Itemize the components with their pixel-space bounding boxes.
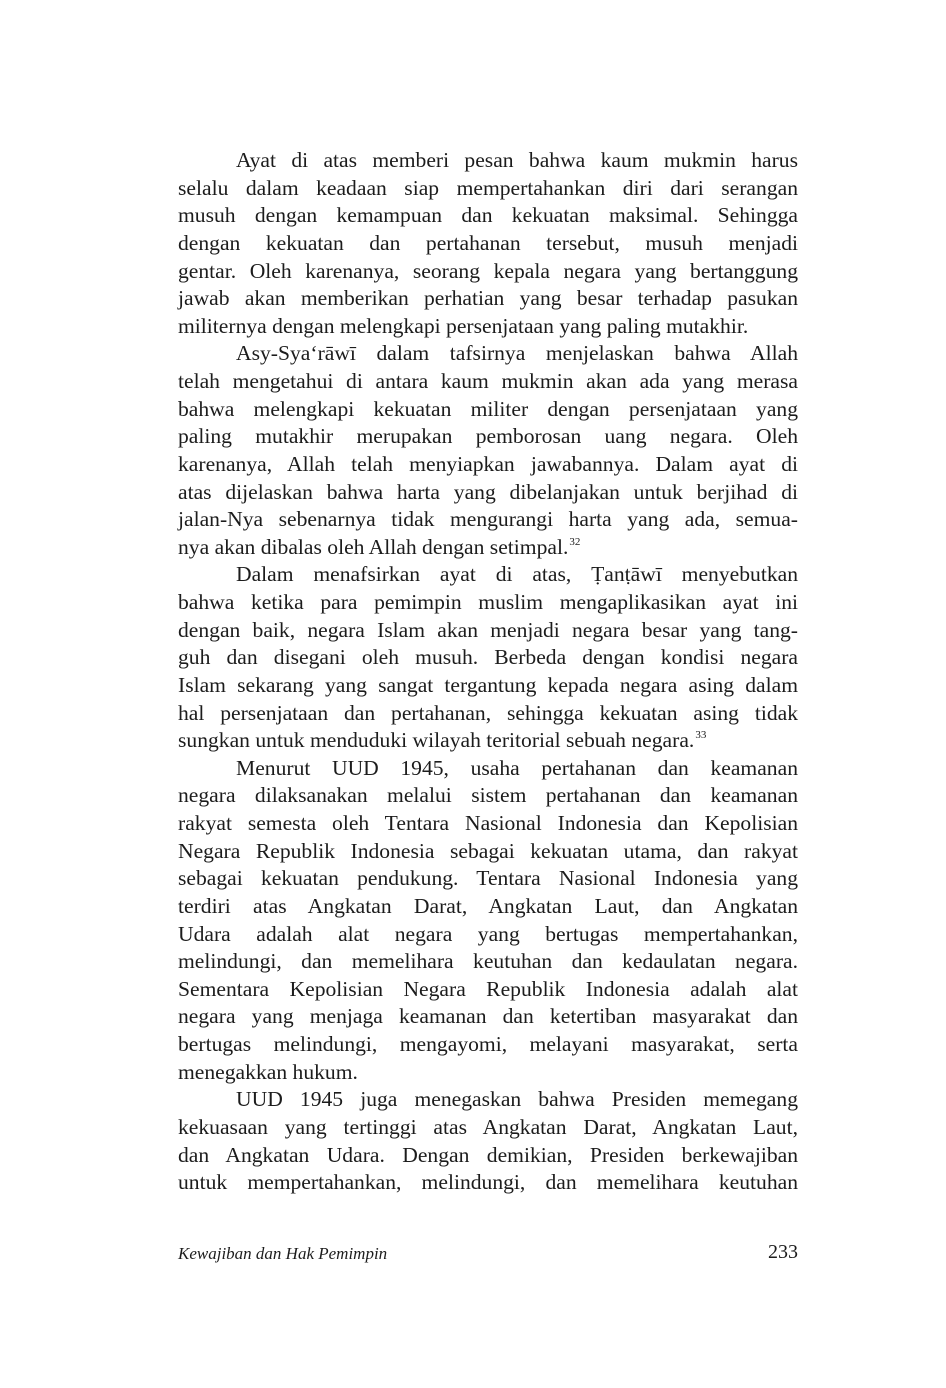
line-text: negara yang menjaga keamanan dan ketertiban masyarakat dan — [178, 1004, 798, 1029]
line-text: Sementara Kepolisian Negara Republik Indonesia adalah alat — [178, 976, 798, 1001]
line-text: menegakkan hukum. — [178, 1059, 358, 1084]
text-line — [178, 1059, 798, 1087]
text-line — [178, 617, 798, 645]
line-text: sebagai kekuatan pendukung. Tentara Nasional Indonesia yang — [178, 866, 798, 891]
text-line — [178, 810, 798, 838]
text-line — [178, 451, 798, 479]
text-line — [178, 589, 798, 617]
text-line — [178, 479, 798, 507]
text-line — [178, 534, 798, 562]
text-line — [178, 1086, 798, 1114]
line-text: guh dan disegani oleh musuh. Berbeda dengan kondisi negara — [178, 645, 798, 670]
text-line — [178, 727, 798, 755]
line-text: musuh dengan kemampuan dan kekuatan maksimal. Sehingga — [178, 203, 798, 228]
line-text: dengan baik, negara Islam akan menjadi negara besar yang tang- — [178, 617, 798, 642]
line-text: gentar. Oleh karenanya, seorang kepala negara yang bertanggung — [178, 258, 798, 283]
text-line — [178, 561, 798, 589]
line-text: melindungi, dan memelihara keutuhan dan kedaulatan negara. — [178, 949, 798, 974]
line-text: UUD 1945 juga menegaskan bahwa Presiden memegang — [236, 1087, 798, 1112]
text-line — [178, 202, 798, 230]
text-line — [178, 1003, 798, 1031]
paragraph — [178, 147, 798, 340]
text-line — [178, 1031, 798, 1059]
line-text: bertugas melindungi, mengayomi, melayani masyarakat, serta — [178, 1032, 798, 1056]
line-text: untuk mempertahankan, melindungi, dan memelihara keutuhan — [178, 1170, 798, 1195]
text-line — [178, 782, 798, 810]
text-line — [178, 700, 798, 728]
paragraph — [178, 755, 798, 1087]
line-text: kekuasaan yang tertinggi atas Angkatan Darat, Angkatan Laut, — [178, 1114, 798, 1139]
text-line — [178, 423, 798, 451]
line-text: paling mutakhir merupakan pemborosan uang negara. Oleh — [178, 424, 798, 449]
text-line — [178, 755, 798, 783]
text-line — [178, 893, 798, 921]
text-line — [178, 838, 798, 866]
line-text: Islam sekarang yang sangat tergantung kepada negara asing dalam — [178, 672, 798, 697]
line-text: Ayat di atas memberi pesan bahwa kaum mukmin harus — [236, 148, 798, 172]
line-text: nya akan dibalas oleh Allah dengan setimpal. — [178, 534, 569, 559]
text-line — [178, 368, 798, 396]
line-text: selalu dalam keadaan siap mempertahankan diri dari serangan — [178, 175, 798, 200]
line-text: karenanya, Allah telah menyiapkan jawabannya. Dalam ayat di — [178, 451, 798, 476]
line-text: Menurut UUD 1945, usaha pertahanan dan keamanan — [236, 755, 798, 780]
text-line — [178, 258, 798, 286]
text-line — [178, 672, 798, 700]
line-text: negara dilaksanakan melalui sistem pertahanan dan keamanan — [178, 783, 798, 808]
line-text: telah mengetahui di antara kaum mukmin akan ada yang merasa — [178, 369, 798, 393]
text-line — [178, 506, 798, 534]
line-text: Negara Republik Indonesia sebagai kekuatan utama, dan rakyat — [178, 838, 798, 863]
text-line — [178, 976, 798, 1004]
text-line — [178, 175, 798, 203]
footnote-marker[interactable]: 32 — [569, 535, 581, 548]
text-line — [178, 396, 798, 424]
text-line — [178, 313, 798, 341]
text-line — [178, 921, 798, 949]
line-text: bahwa melengkapi kekuatan militer dengan persenjataan yang — [178, 396, 798, 421]
line-text: Dalam menafsirkan ayat di atas, Ṭanṭāwī menyebutkan — [236, 562, 798, 587]
line-text: terdiri atas Angkatan Darat, Angkatan Laut, dan Angkatan — [178, 893, 798, 918]
line-text: Udara adalah alat negara yang bertugas mempertahankan, — [178, 921, 798, 946]
line-text: sungkan untuk menduduki wilayah teritorial sebuah negara. — [178, 728, 695, 753]
footnote-marker[interactable]: 33 — [695, 729, 707, 742]
paragraph — [178, 561, 798, 754]
text-line — [178, 948, 798, 976]
text-line — [178, 644, 798, 672]
line-text: bahwa ketika para pemimpin muslim mengaplikasikan ayat ini — [178, 590, 798, 614]
body-text — [178, 147, 798, 1197]
text-line — [178, 1169, 798, 1197]
running-footer-title: Kewajiban dan Hak Pemimpin — [178, 1244, 388, 1263]
text-line — [178, 285, 798, 313]
line-text: jalan-Nya sebenarnya tidak mengurangi harta yang ada, semua- — [178, 507, 798, 532]
line-text: dengan kekuatan dan pertahanan tersebut, musuh menjadi — [178, 230, 798, 255]
text-line — [178, 865, 798, 893]
text-line — [178, 147, 798, 175]
text-line — [178, 230, 798, 258]
line-text: militernya dengan melengkapi persenjataan yang paling mutakhir. — [178, 313, 749, 338]
line-text: hal persenjataan dan pertahanan, sehingga kekuatan asing tidak — [178, 700, 798, 725]
line-text: dan Angkatan Udara. Dengan demikian, Presiden berkewajiban — [178, 1142, 798, 1167]
text-line — [178, 1142, 798, 1170]
paragraph — [178, 1086, 798, 1197]
line-text: rakyat semesta oleh Tentara Nasional Indonesia dan Kepolisian — [178, 811, 798, 835]
line-text: jawab akan memberikan perhatian yang besar terhadap pasukan — [178, 286, 798, 311]
text-line — [178, 1114, 798, 1142]
line-text: Asy-Sya‘rāwī dalam tafsirnya menjelaskan bahwa Allah — [236, 341, 798, 366]
page-number: 233 — [768, 1241, 798, 1263]
text-line — [178, 340, 798, 368]
paragraph — [178, 340, 798, 561]
line-text: atas dijelaskan bahwa harta yang dibelanjakan untuk berjihad di — [178, 479, 798, 504]
